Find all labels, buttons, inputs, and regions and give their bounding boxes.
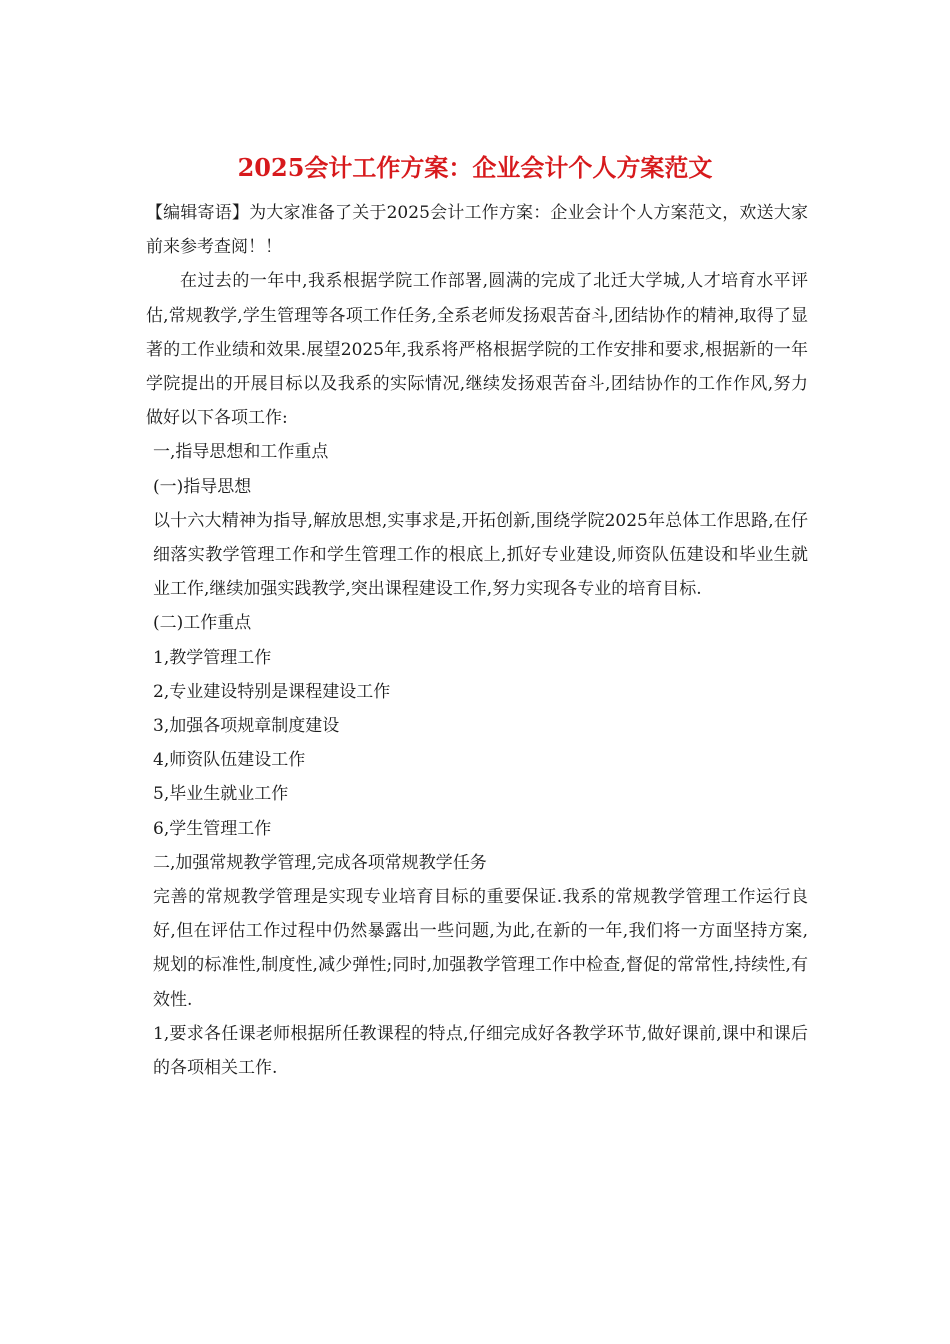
guiding-thought-paragraph: 以十六大精神为指导,解放思想,实事求是,开拓创新,围绕学院2025年总体工作思路,在仔细落实教学管理工作和学生管理工作的根底上,抓好专业建设,师资队伍建设和毕业生就业工作,继续加强实践教学,突出课程建设工作,努力实现各专业的培育目标. [153, 510, 808, 600]
section-heading-1: 一,指导思想和工作重点 [153, 442, 329, 463]
subsection-heading-1: (一)指导思想 [153, 476, 252, 497]
section-heading-2: 二,加强常规教学管理,完成各项常规教学任务 [153, 852, 487, 873]
list-item: 1,教学管理工作 [153, 647, 272, 668]
list-item: 4,师资队伍建设工作 [153, 750, 306, 771]
list-item: 6,学生管理工作 [153, 818, 272, 839]
requirement-paragraph: 1,要求各任课老师根据所任教课程的特点,仔细完成好各教学环节,做好课前,课中和课后的各项相关工作. [153, 1023, 808, 1079]
teaching-management-paragraph: 完善的常规教学管理是实现专业培育目标的重要保证.我系的常规教学管理工作运行良好,但在评估工作过程中仍然暴露出一些问题,为此,在新的一年,我们将一方面坚持方案,规划的标准性,制度性,减少弹性;同时,加强教学管理工作中检查,督促的常常性,持续性,有效性. [153, 887, 808, 1010]
document-title: 2025会计工作方案：企业会计个人方案范文 [237, 153, 713, 182]
editor-note: 【编辑寄语】为大家准备了关于2025会计工作方案：企业会计个人方案范文，欢送大家前来参考查阅！！ [146, 203, 808, 258]
list-item: 3,加强各项规章制度建设 [153, 716, 340, 737]
list-item: 5,毕业生就业工作 [153, 784, 289, 805]
document-body [146, 196, 808, 1085]
list-item: 2,专业建设特别是课程建设工作 [153, 681, 391, 702]
subsection-heading-2: (二)工作重点 [153, 613, 252, 634]
intro-paragraph: 在过去的一年中,我系根据学院工作部署,圆满的完成了北迁大学城,人才培育水平评估,常规教学,学生管理等各项工作任务,全系老师发扬艰苦奋斗,团结协作的精神,取得了显著的工作业绩和效果.展望2025年,我系将严格根据学院的工作安排和要求,根据新的一年学院提出的开展目标以及我系的实际情况,继续发扬艰苦奋斗,团结协作的工作作风,努力做好以下各项工作: [146, 271, 808, 429]
